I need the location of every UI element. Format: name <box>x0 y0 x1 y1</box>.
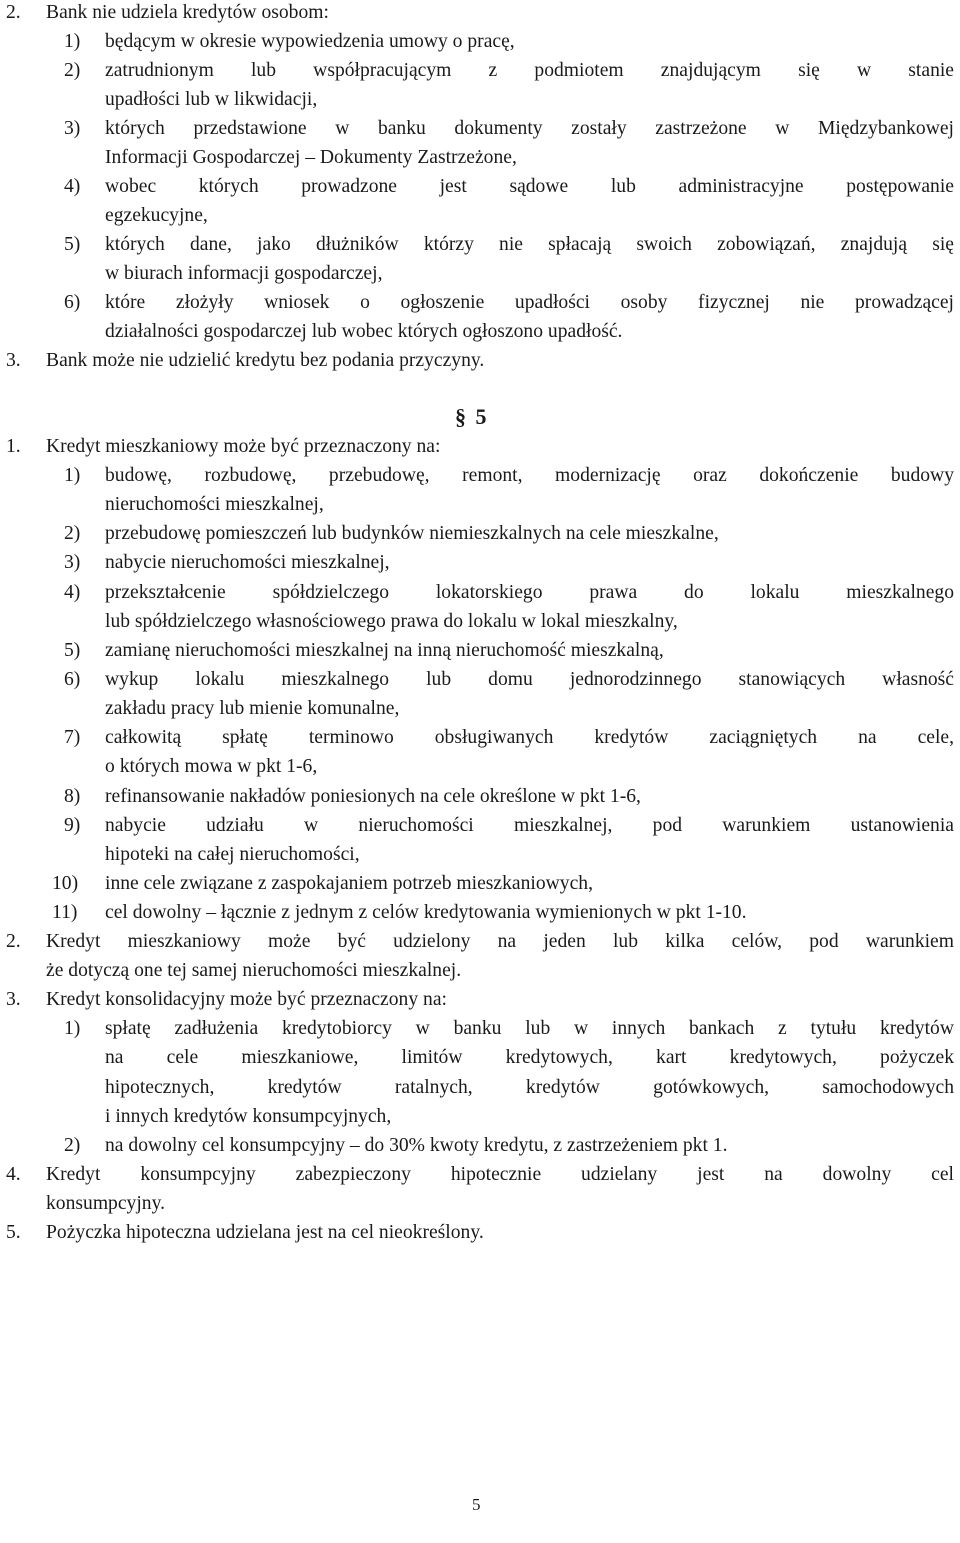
list-item-text: lub spółdzielczego własnościowego prawa do lokalu w lokal mieszkalny, <box>105 611 678 632</box>
list-item-text: o których mowa w pkt 1-6, <box>105 756 318 777</box>
list-item-text: zamianę nieruchomości mieszkalnej na inną nieruchomość mieszkalną, <box>105 640 664 661</box>
list-item-number: 11) <box>52 902 78 923</box>
list-item-text: zakładu pracy lub mienie komunalne, <box>105 698 400 719</box>
list-item-number: 5) <box>64 234 81 255</box>
list-item-text: których dane, jako dłużników którzy nie spłacają swoich zobowiązań, znajdują się <box>105 234 954 255</box>
section-number: 2. <box>6 2 21 23</box>
list-item-text: upadłości lub w likwidacji, <box>105 89 318 110</box>
section-number: 1. <box>6 436 21 457</box>
list-item-text: całkowitą spłatę terminowo obsługiwanych kredytów zaciągniętych na cele, <box>105 727 954 748</box>
list-item-number: 5) <box>64 640 81 661</box>
section-number: 4. <box>6 1164 21 1185</box>
list-item-number: 7) <box>64 727 81 748</box>
list-item-number: 2) <box>64 60 81 81</box>
section-3-text: Bank może nie udzielić kredytu bez podania przyczyny. <box>46 350 485 371</box>
section-number: 2. <box>6 931 21 952</box>
point-4-text: Kredyt konsumpcyjny zabezpieczony hipotecznie udzielany jest na dowolny cel <box>46 1164 954 1185</box>
page-number: 5 <box>472 1495 481 1514</box>
list-item-number: 4) <box>64 582 81 603</box>
list-item-number: 9) <box>64 815 81 836</box>
list-item-number: 8) <box>64 786 81 807</box>
paragraph-symbol: § <box>455 404 466 429</box>
list-item-text: inne cele związane z zaspokajaniem potrzeb mieszkaniowych, <box>105 873 593 894</box>
section-number: 3. <box>6 350 21 371</box>
point-4-text: konsumpcyjny. <box>46 1193 166 1214</box>
list-item-text: nabycie nieruchomości mieszkalnej, <box>105 552 390 573</box>
list-item-number: 3) <box>64 118 81 139</box>
point-2-text: Kredyt mieszkaniowy może być udzielony na jeden lub kilka celów, pod warunkiem <box>46 931 954 952</box>
list-item-number: 1) <box>64 31 81 52</box>
list-item-number: 2) <box>64 523 81 544</box>
list-item-number: 1) <box>64 1018 81 1039</box>
list-item-text: egzekucyjne, <box>105 205 208 226</box>
list-item-text: refinansowanie nakładów poniesionych na cele określone w pkt 1-6, <box>105 786 641 807</box>
section-2-intro: Bank nie udziela kredytów osobom: <box>46 2 329 23</box>
list-item-text: przekształcenie spółdzielczego lokatorskiego prawa do lokalu mieszkalnego <box>105 582 954 603</box>
paragraph-heading <box>455 402 487 432</box>
list-item-number: 1) <box>64 465 81 486</box>
list-item-text: cel dowolny – łącznie z jednym z celów kredytowania wymienionych w pkt 1-10. <box>105 902 747 923</box>
list-item-text: hipotecznych, kredytów ratalnych, kredytów gotówkowych, samochodowych <box>105 1077 954 1098</box>
list-item-text: działalności gospodarczej lub wobec których ogłoszono upadłość. <box>105 321 623 342</box>
list-item-text: w biurach informacji gospodarczej, <box>105 263 383 284</box>
list-item-text: na dowolny cel konsumpcyjny – do 30% kwoty kredytu, z zastrzeżeniem pkt 1. <box>105 1135 728 1156</box>
list-item-text: na cele mieszkaniowe, limitów kredytowych, kart kredytowych, pożyczek <box>105 1047 954 1068</box>
point-5-text: Pożyczka hipoteczna udzielana jest na cel nieokreślony. <box>46 1222 484 1243</box>
list-item-text: przebudowę pomieszczeń lub budynków niemieszkalnych na cele mieszkalne, <box>105 523 719 544</box>
list-item-text: Informacji Gospodarczej – Dokumenty Zastrzeżone, <box>105 147 517 168</box>
list-item-number: 3) <box>64 552 81 573</box>
list-item-text: i innych kredytów konsumpcyjnych, <box>105 1106 392 1127</box>
list-item-text: wobec których prowadzone jest sądowe lub administracyjne postępowanie <box>105 176 954 197</box>
list-item-text: budowę, rozbudowę, przebudowę, remont, modernizację oraz dokończenie budowy <box>105 465 954 486</box>
list-item-text: których przedstawione w banku dokumenty zostały zastrzeżone w Międzybankowej <box>105 118 954 139</box>
list-item-text: spłatę zadłużenia kredytobiorcy w banku lub w innych bankach z tytułu kredytów <box>105 1018 954 1039</box>
list-item-number: 10) <box>52 873 79 894</box>
list-item-text: wykup lokalu mieszkalnego lub domu jednorodzinnego stanowiących własność <box>105 669 954 690</box>
point-2-text: że dotyczą one tej samej nieruchomości mieszkalnej. <box>46 960 462 981</box>
list-item-number: 4) <box>64 176 81 197</box>
list-item-number: 6) <box>64 669 81 690</box>
paragraph-number: 5 <box>475 404 487 429</box>
point-3-intro: Kredyt konsolidacyjny może być przeznaczony na: <box>46 989 447 1010</box>
section-number: 5. <box>6 1222 21 1243</box>
list-item-text: które złożyły wniosek o ogłoszenie upadłości osoby fizycznej nie prowadzącej <box>105 292 954 313</box>
list-item-text: zatrudnionym lub współpracującym z podmiotem znajdującym się w stanie <box>105 60 954 81</box>
point-1-intro: Kredyt mieszkaniowy może być przeznaczony na: <box>46 436 441 457</box>
list-item-text: nabycie udziału w nieruchomości mieszkalnej, pod warunkiem ustanowienia <box>105 815 954 836</box>
list-item-text: będącym w okresie wypowiedzenia umowy o pracę, <box>105 31 515 52</box>
list-item-number: 6) <box>64 292 81 313</box>
list-item-text: nieruchomości mieszkalnej, <box>105 494 324 515</box>
section-number: 3. <box>6 989 21 1010</box>
list-item-number: 2) <box>64 1135 81 1156</box>
list-item-text: hipoteki na całej nieruchomości, <box>105 844 360 865</box>
section-2 <box>6 0 21 27</box>
